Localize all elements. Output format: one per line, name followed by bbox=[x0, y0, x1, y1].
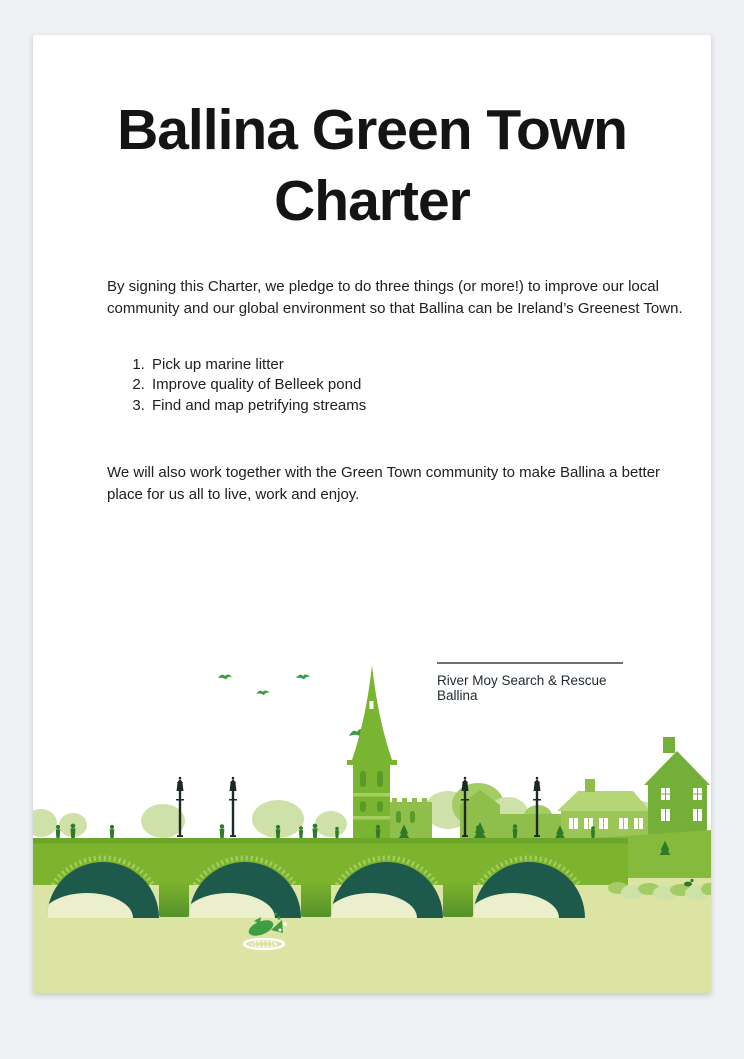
church-icon bbox=[347, 665, 432, 838]
church-tower bbox=[353, 765, 390, 838]
pledge-item: 3. Find and map petrifying streams bbox=[149, 396, 711, 417]
pledge-item: 2. Improve quality of Belleek pond bbox=[149, 375, 711, 396]
pledge-list bbox=[107, 355, 711, 417]
signature-name: River Moy Search & Rescue Ballina bbox=[437, 673, 607, 703]
pledge-item: 1. Pick up marine litter bbox=[149, 355, 711, 376]
church-spire bbox=[352, 665, 392, 760]
long-building bbox=[557, 779, 650, 838]
bird-icon bbox=[218, 674, 232, 679]
church-nave bbox=[390, 798, 432, 838]
buildings-group bbox=[460, 737, 710, 843]
bird-icon bbox=[296, 674, 310, 679]
page-title-line2: Charter bbox=[274, 169, 470, 233]
charter-page bbox=[33, 35, 711, 993]
lamp-icon bbox=[229, 777, 237, 837]
page-title bbox=[33, 35, 711, 237]
page-title-line1: Ballina Green Town bbox=[117, 98, 627, 162]
intro-paragraph: By signing this Charter, we pledge to do three things (or more!) to improve our local community and our global environment so that Ballina can be Ireland’s Greenest Town. bbox=[107, 278, 683, 318]
tall-house bbox=[644, 737, 710, 843]
signature-block bbox=[437, 662, 633, 703]
bird-icon bbox=[256, 690, 269, 695]
birds-group bbox=[218, 674, 367, 737]
outro-paragraph: We will also work together with the Green Town community to make Ballina a better place for us all to live, work and enjoy. bbox=[107, 463, 661, 503]
signature-line bbox=[437, 662, 623, 664]
